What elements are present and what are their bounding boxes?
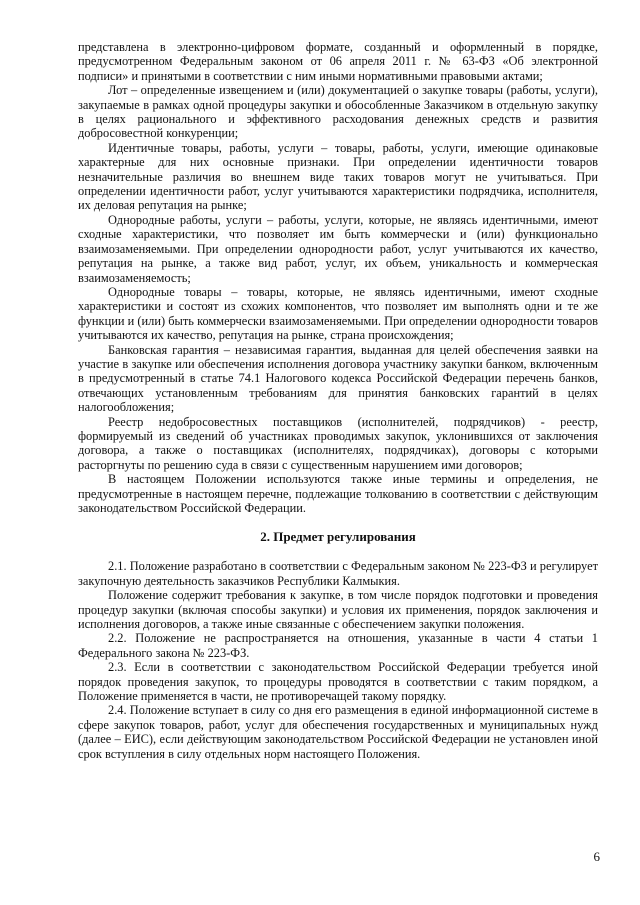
page-number: 6 bbox=[593, 849, 600, 864]
paragraph-homogeneous-goods: Однородные товары – товары, которые, не являясь идентичными, имеют сходные характеристики и состоят из схожих компонентов, что позволяет им выполнять одни и те же функции и (или) быть коммерчески взаимозаменяемыми. При определении однородности товаров учитываются их качество, репутация на рынке, страна происхождения; bbox=[78, 284, 598, 343]
paragraph-identical-goods: Идентичные товары, работы, услуги – товары, работы, услуги, имеющие одинаковые характерные для них основные признаки. При определении идентичности товаров незначительные различия во внешнем виде таких товаров могут не учитываться. При определении идентичности работ, услуг учитываются характеристики подрядчика, исполнителя, их деловая репутация на рынке; bbox=[78, 140, 598, 213]
paragraph-registry: Реестр недобросовестных поставщиков (исполнителей, подрядчиков) - реестр, формируемый из сведений об участниках проводимых закупок, уклонившихся от заключения договора, а также о поставщиках (исполнителях, подрядчиках), договоры с которыми расторгнуты по решению суда в связи с существенным нарушением ими договоров; bbox=[78, 414, 598, 472]
paragraph-requirements: Положение содержит требования к закупке, в том числе порядок подготовки и проведения процедур закупки (включая способы закупки) и условия их применения, порядок заключения и исполнения договоров, а также иные связанные с обеспечением закупки положения. bbox=[78, 588, 598, 632]
paragraph-lot-definition: Лот – определенные извещением и (или) документацией о закупке товары (работы, услуги), закупаемые в рамках одной процедуры закупки и обособленные Заказчиком в отдельную закупку в целях рационального и эффективного расходования денежных средств и развития добросовестной конкуренции; bbox=[78, 83, 598, 141]
paragraph-bank-guarantee: Банковская гарантия – независимая гарантия, выданная для целей обеспечения заявки на участие в закупке или обеспечения исполнения договора участнику закупки банком, включенным в предусмотренный в статье 74.1 Налогового кодекса Российской Федерации перечень банков, отвечающих установленным требованиям для принятия банковских гарантий в целях налогообложения; bbox=[78, 342, 598, 415]
paragraph-2-3: 2.3. Если в соответствии с законодательством Российской Федерации требуется иной порядок проведения закупок, то процедуры проводятся в соответствии с таким порядком, а Положение применяется в части, не противоречащей такому порядку. bbox=[78, 660, 598, 704]
paragraph-other-terms: В настоящем Положении используются также иные термины и определения, не предусмотренные в настоящем перечне, подлежащие толкованию в соответствии с действующим законодательством Российской Федерации. bbox=[78, 472, 598, 515]
document-page bbox=[78, 40, 598, 761]
paragraph-2-4: 2.4. Положение вступает в силу со дня его размещения в единой информационной системе в сфере закупок товаров, работ, услуг для обеспечения государственных и муниципальных нужд (далее – ЕИС), если действующим законодательством Российской Федерации не установлен иной срок вступления в силу отдельных норм настоящего Положения. bbox=[78, 703, 598, 761]
paragraph-2-2: 2.2. Положение не распространяется на отношения, указанные в части 4 статьи 1 Федерального закона № 223-ФЗ. bbox=[78, 631, 598, 660]
paragraph-homogeneous-works: Однородные работы, услуги – работы, услуги, которые, не являясь идентичными, имеют сходные характеристики, что позволяет им быть коммерчески и (или) функционально взаимозаменяемыми. При определении однородности работ, услуг учитываются их качество, репутация на рынке, а также вид работ, услуг, их объем, уникальность и коммерческая взаимозаменяемость; bbox=[78, 212, 598, 285]
paragraph-continuation: представлена в электронно-цифровом формате, созданный и оформленный в порядке, предусмотренном Федеральным законом от 06 апреля 2011 г. № 63-ФЗ «Об электронной подписи» и принятыми в соответствии с ним иными нормативными правовыми актами; bbox=[78, 40, 598, 83]
section-title: 2. Предмет регулирования bbox=[260, 529, 416, 545]
paragraph-2-1: 2.1. Положение разработано в соответствии с Федеральным законом № 223-ФЗ и регулирует закупочную деятельность заказчиков Республики Калмыкия. bbox=[78, 559, 598, 588]
